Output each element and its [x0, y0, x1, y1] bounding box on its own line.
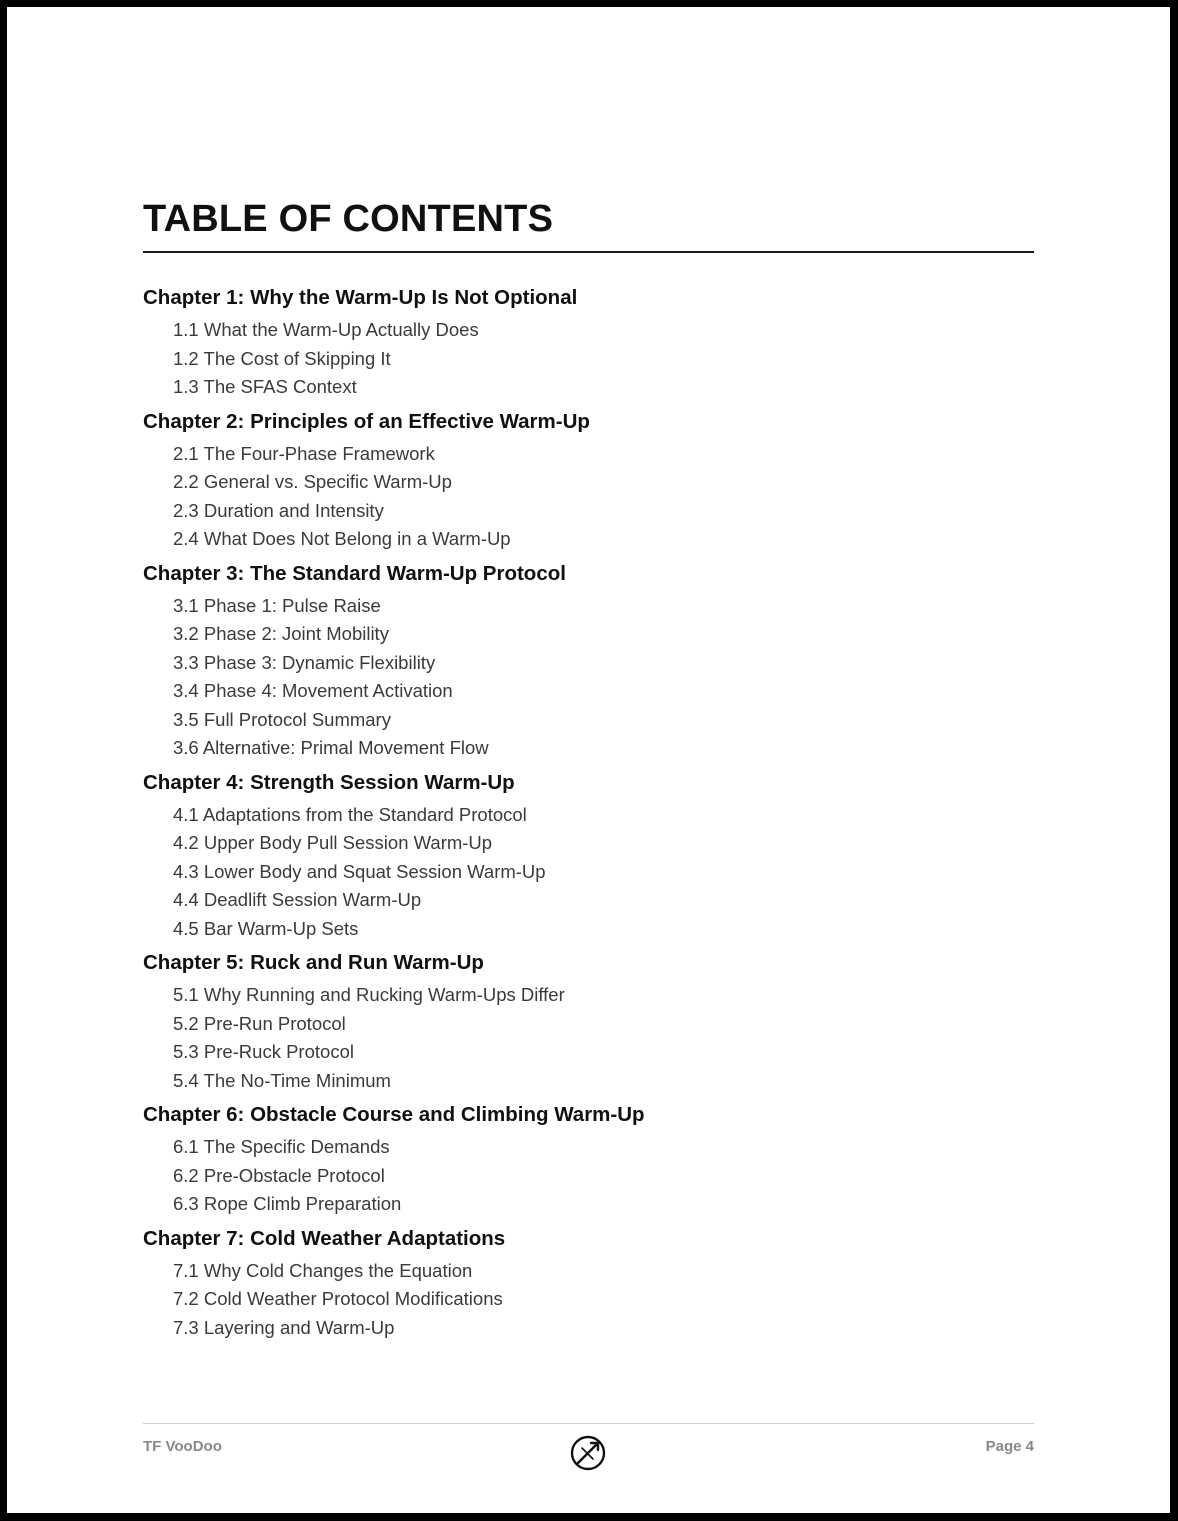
section-list: [143, 981, 1034, 1095]
section-item: 4.5 Bar Warm-Up Sets: [173, 917, 359, 939]
section-item: 4.3 Lower Body and Squat Session Warm-Up: [173, 860, 546, 882]
section-item: 5.2 Pre-Run Protocol: [173, 1012, 346, 1034]
chapter-heading: Chapter 3: The Standard Warm-Up Protocol: [143, 561, 566, 585]
section-item: 4.1 Adaptations from the Standard Protocol: [173, 803, 527, 825]
chapter-2: [143, 408, 1034, 554]
section-item: 6.3 Rope Climb Preparation: [173, 1193, 402, 1214]
section-item: 2.3 Duration and Intensity: [173, 499, 384, 521]
chapter-1: [143, 284, 1034, 402]
chapter-3: [143, 560, 1034, 763]
section-list: [143, 1133, 1034, 1219]
section-item: 2.2 General vs. Specific Warm-Up: [173, 471, 452, 492]
section-item: 1.2 The Cost of Skipping It: [173, 347, 391, 369]
chapter-heading: Chapter 6: Obstacle Course and Climbing Warm-Up: [143, 1103, 645, 1126]
section-list: [143, 801, 1034, 944]
section-item: 2.4 What Does Not Belong in a Warm-Up: [173, 528, 511, 549]
section-item: 5.4 The No-Time Minimum: [173, 1069, 391, 1091]
title-divider: [143, 251, 1034, 253]
section-item: 5.1 Why Running and Rucking Warm-Ups Differ: [173, 984, 565, 1005]
section-item: 7.2 Cold Weather Protocol Modifications: [173, 1288, 503, 1309]
section-item: 3.1 Phase 1: Pulse Raise: [173, 594, 381, 616]
footer-brand-text: TF VooDoo: [143, 1438, 222, 1455]
page-number: Page 4: [985, 1438, 1034, 1455]
section-item: 3.6 Alternative: Primal Movement Flow: [173, 737, 489, 758]
chapter-7: [143, 1225, 1034, 1343]
section-item: 1.3 The SFAS Context: [173, 376, 357, 397]
chapter-heading: Chapter 4: Strength Session Warm-Up: [143, 770, 515, 794]
section-item: 1.1 What the Warm-Up Actually Does: [173, 319, 479, 340]
section-item: 7.3 Layering and Warm-Up: [173, 1316, 395, 1338]
section-list: [143, 592, 1034, 763]
section-item: 4.4 Deadlift Session Warm-Up: [173, 889, 422, 910]
compass-logo-icon: [569, 1434, 607, 1472]
section-item: 2.1 The Four-Phase Framework: [173, 442, 435, 464]
section-item: 3.4 Phase 4: Movement Activation: [173, 680, 453, 701]
section-item: 3.5 Full Protocol Summary: [173, 708, 391, 730]
chapter-5: [143, 949, 1034, 1095]
chapter-heading: Chapter 5: Ruck and Run Warm-Up: [143, 951, 484, 974]
chapter-4: [143, 769, 1034, 944]
section-list: [143, 1257, 1034, 1343]
section-item: 4.2 Upper Body Pull Session Warm-Up: [173, 832, 493, 853]
section-list: [143, 440, 1034, 554]
section-item: 3.3 Phase 3: Dynamic Flexibility: [173, 651, 436, 673]
section-item: 7.1 Why Cold Changes the Equation: [173, 1259, 473, 1281]
chapter-heading: Chapter 7: Cold Weather Adaptations: [143, 1226, 506, 1250]
section-item: 5.3 Pre-Ruck Protocol: [173, 1041, 354, 1062]
table-of-contents: [143, 284, 1034, 1348]
section-item: 3.2 Phase 2: Joint Mobility: [173, 623, 389, 644]
footer-divider: [143, 1423, 1034, 1424]
page-title: TABLE OF CONTENTS: [143, 198, 554, 240]
section-item: 6.1 The Specific Demands: [173, 1136, 390, 1157]
section-list: [143, 316, 1034, 402]
chapter-heading: Chapter 2: Principles of an Effective Warm-Up: [143, 409, 590, 433]
section-item: 6.2 Pre-Obstacle Protocol: [173, 1164, 385, 1186]
chapter-heading: Chapter 1: Why the Warm-Up Is Not Optional: [143, 286, 578, 309]
chapter-6: [143, 1101, 1034, 1219]
document-page: [7, 7, 1170, 1513]
